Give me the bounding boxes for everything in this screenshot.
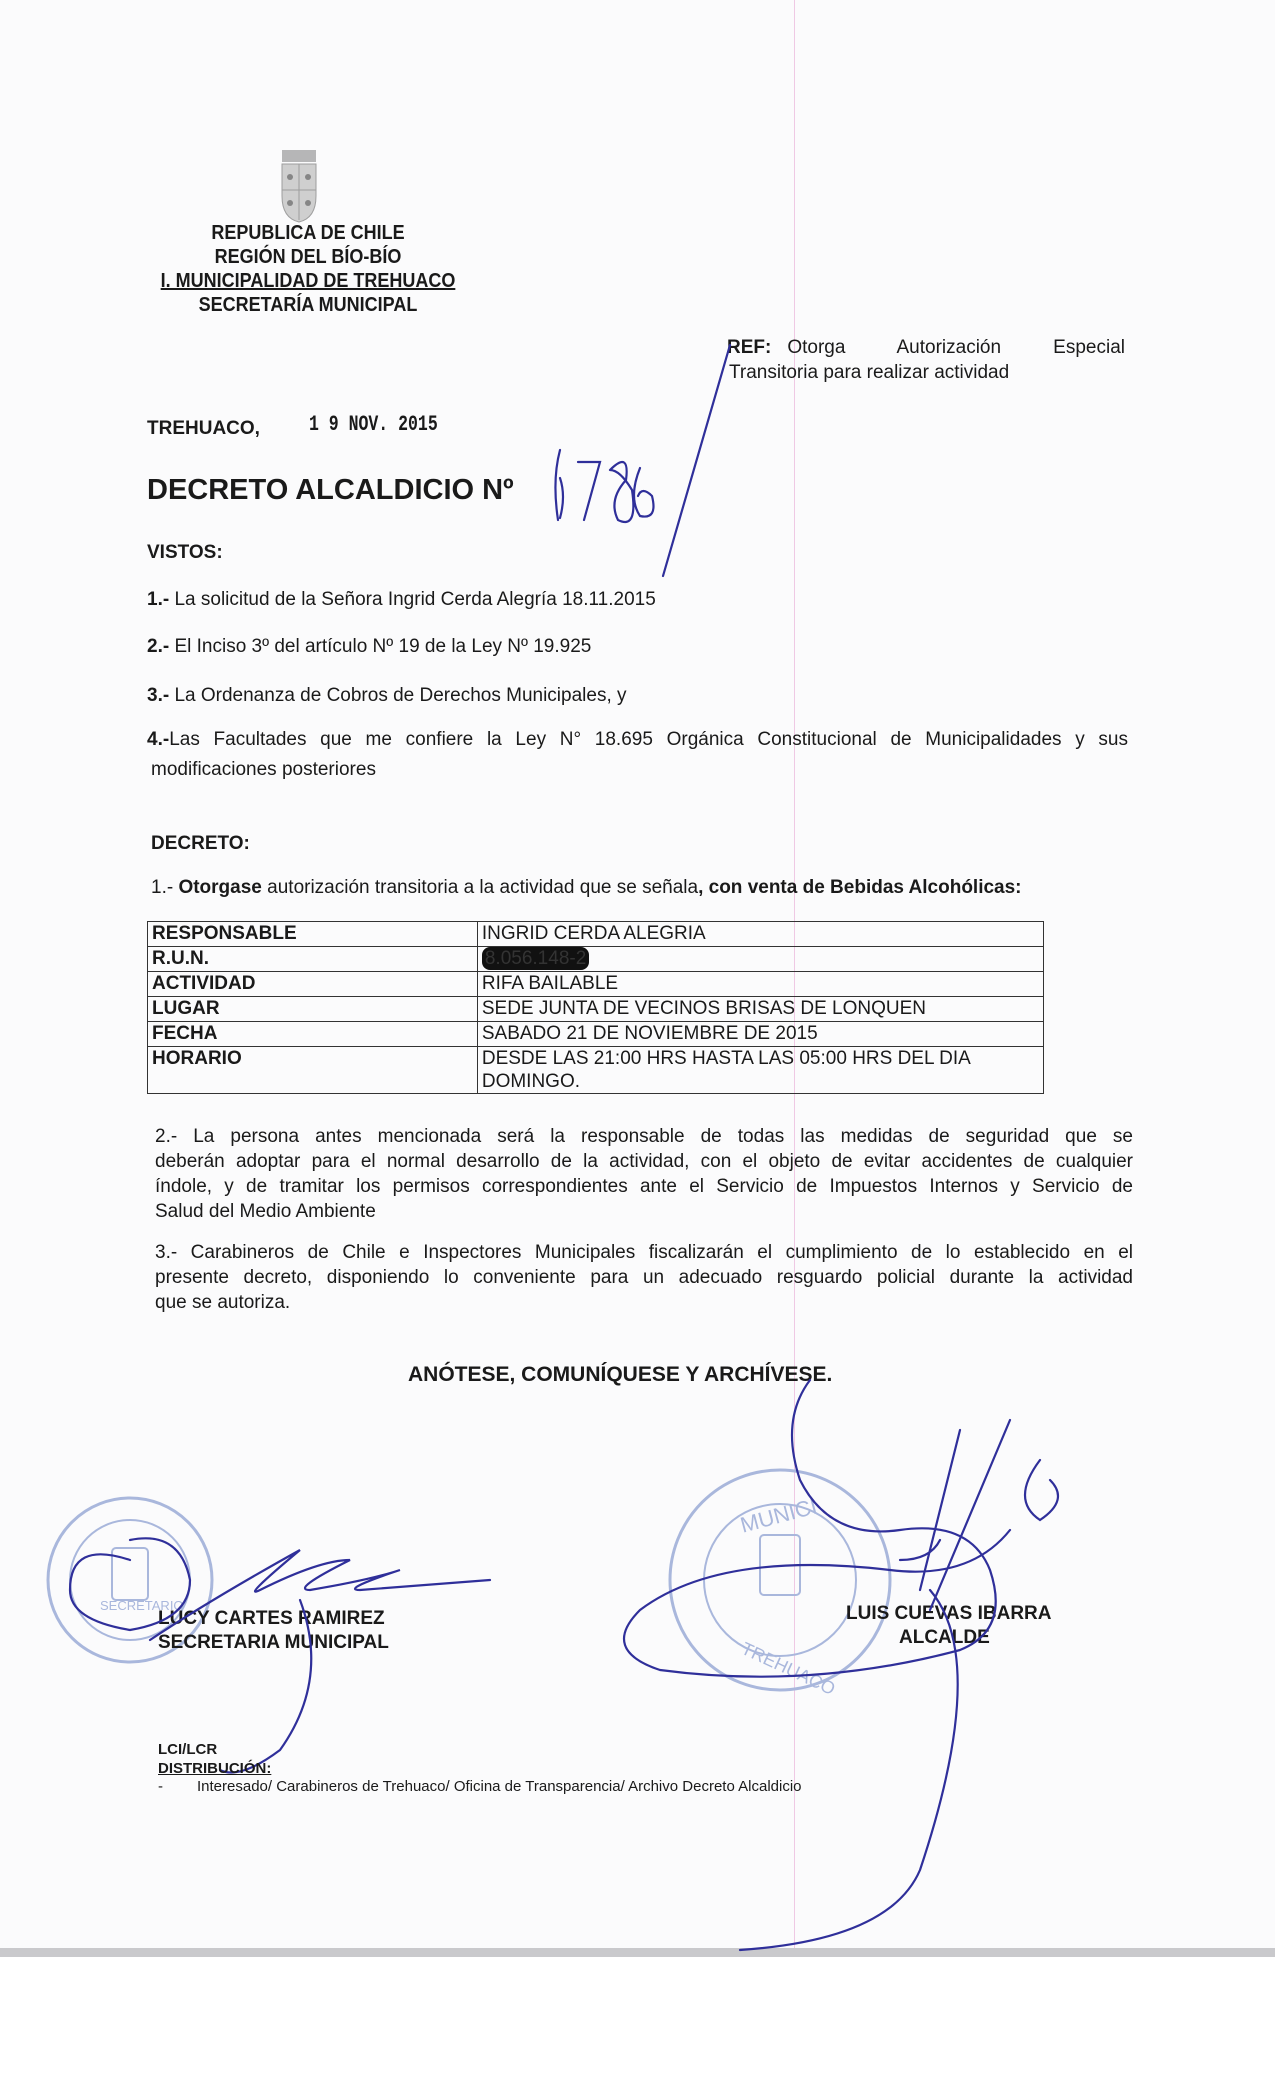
header-republica: REPUBLICA DE CHILE — [211, 222, 405, 244]
header-municipalidad: I. MUNICIPALIDAD DE TREHUACO — [160, 270, 456, 292]
visto-text: La Ordenanza de Cobros de Derechos Municipales, y — [169, 685, 627, 706]
place: TREHUACO, — [147, 418, 260, 439]
decree-number-handwritten — [555, 450, 653, 522]
visto-num: 4.- — [147, 729, 170, 750]
date-stamp: 1 9 NOV. 2015 — [309, 412, 438, 437]
ref-text-1: Otorga Autorización Especial — [787, 337, 1125, 358]
visto-text: El Inciso 3º del artículo Nº 19 de la Ley Nº 19.925 — [169, 636, 592, 657]
header-secretaria: SECRETARÍA MUNICIPAL — [198, 294, 418, 316]
table-key: FECHA — [148, 1022, 478, 1047]
ref-slash-mark — [663, 345, 730, 576]
distribution-label: DISTRIBUCIÓN: — [158, 1760, 272, 1777]
redacted-run: 8.056.148-2 — [482, 947, 589, 970]
table-key: ACTIVIDAD — [148, 972, 478, 997]
paragraph-3-line: presente decreto, disponiendo lo conveniente para un adecuado resguardo policial durante la actividad — [155, 1267, 1133, 1288]
visto-text: La solicitud de la Señora Ingrid Cerda Alegría 18.11.2015 — [169, 589, 656, 610]
item-num: 1.- — [151, 877, 179, 898]
paragraph-2-line: deberán adoptar para el normal desarrollo de la actividad, con el objeto de evitar accidentes de cualquier — [155, 1151, 1133, 1172]
decree-title: DECRETO ALCALDICIO Nº — [147, 474, 514, 506]
paragraph-3-line: que se autoriza. — [155, 1292, 291, 1313]
paragraph-2-line: índole, y de tramitar los permisos correspondientes ante el Servicio de Impuestos Internos y Servicio de — [155, 1176, 1133, 1197]
stamp-text: MUNICI — [737, 1493, 820, 1538]
item-text: autorización transitoria a la actividad que se señala — [261, 877, 699, 898]
table-key: LUGAR — [148, 997, 478, 1022]
table-key: RESPONSABLE — [148, 922, 478, 947]
signer-2-name: LUIS CUEVAS IBARRA — [846, 1603, 1052, 1624]
item-bold-tail: , con venta de Bebidas Alcohólicas: — [698, 877, 1022, 898]
table-value: RIFA BAILABLE — [477, 972, 1043, 997]
visto-num: 1.- — [147, 589, 170, 610]
ref-label: REF: — [727, 337, 772, 358]
signature-secretaria — [70, 1538, 490, 1640]
table-value: INGRID CERDA ALEGRIA — [477, 922, 1043, 947]
paragraph-2-line: 2.- La persona antes mencionada será la responsable de todas las medidas de seguridad que se — [155, 1126, 1133, 1147]
table-key: R.U.N. — [148, 947, 478, 972]
paragraph-3-line: 3.- Carabineros de Chile e Inspectores Municipales fiscalizarán el cumplimiento de lo establecido en el — [155, 1242, 1133, 1263]
vistos-heading: VISTOS: — [147, 542, 223, 563]
distribution-bullet: - — [158, 1778, 163, 1795]
signature-alcalde — [624, 1380, 1058, 1950]
closing-formula: ANÓTESE, COMUNÍQUESE Y ARCHÍVESE. — [408, 1363, 833, 1386]
decreto-heading: DECRETO: — [151, 833, 250, 854]
paragraph-2-line: Salud del Medio Ambiente — [155, 1201, 376, 1222]
visto-item-4-cont: modificaciones posteriores — [151, 759, 376, 780]
header-region: REGIÓN DEL BÍO-BÍO — [214, 246, 402, 268]
stamp-text: SECRETARIO — [100, 1598, 184, 1613]
visto-num: 2.- — [147, 636, 170, 657]
signer-2-role: ALCALDE — [899, 1627, 990, 1648]
initials: LCI/LCR — [158, 1741, 218, 1758]
signer-1-name: LUCY CARTES RAMIREZ — [158, 1608, 385, 1629]
item-bold: Otorgase — [178, 877, 262, 898]
signature-tail — [220, 1600, 311, 1773]
signer-1-role: SECRETARIA MUNICIPAL — [158, 1632, 389, 1653]
distribution-list: Interesado/ Carabineros de Trehuaco/ Oficina de Transparencia/ Archivo Decreto Alcaldicio — [197, 1778, 802, 1795]
table-key: HORARIO — [148, 1047, 478, 1094]
ref-text-2: Transitoria para realizar actividad — [729, 362, 1010, 383]
table-value: SEDE JUNTA DE VECINOS BRISAS DE LONQUEN — [477, 997, 1043, 1022]
table-value: DESDE LAS 21:00 HRS HASTA LAS 05:00 HRS DEL DIA DOMINGO. — [477, 1047, 1043, 1094]
visto-num: 3.- — [147, 685, 170, 706]
table-value: SABADO 21 DE NOVIEMBRE DE 2015 — [477, 1022, 1043, 1047]
stamp-text: TREHUACO — [738, 1638, 839, 1700]
visto-text: Las Facultades que me confiere la Ley N° 18.695 Orgánica Constitucional de Municipalidades y sus — [169, 729, 1128, 750]
